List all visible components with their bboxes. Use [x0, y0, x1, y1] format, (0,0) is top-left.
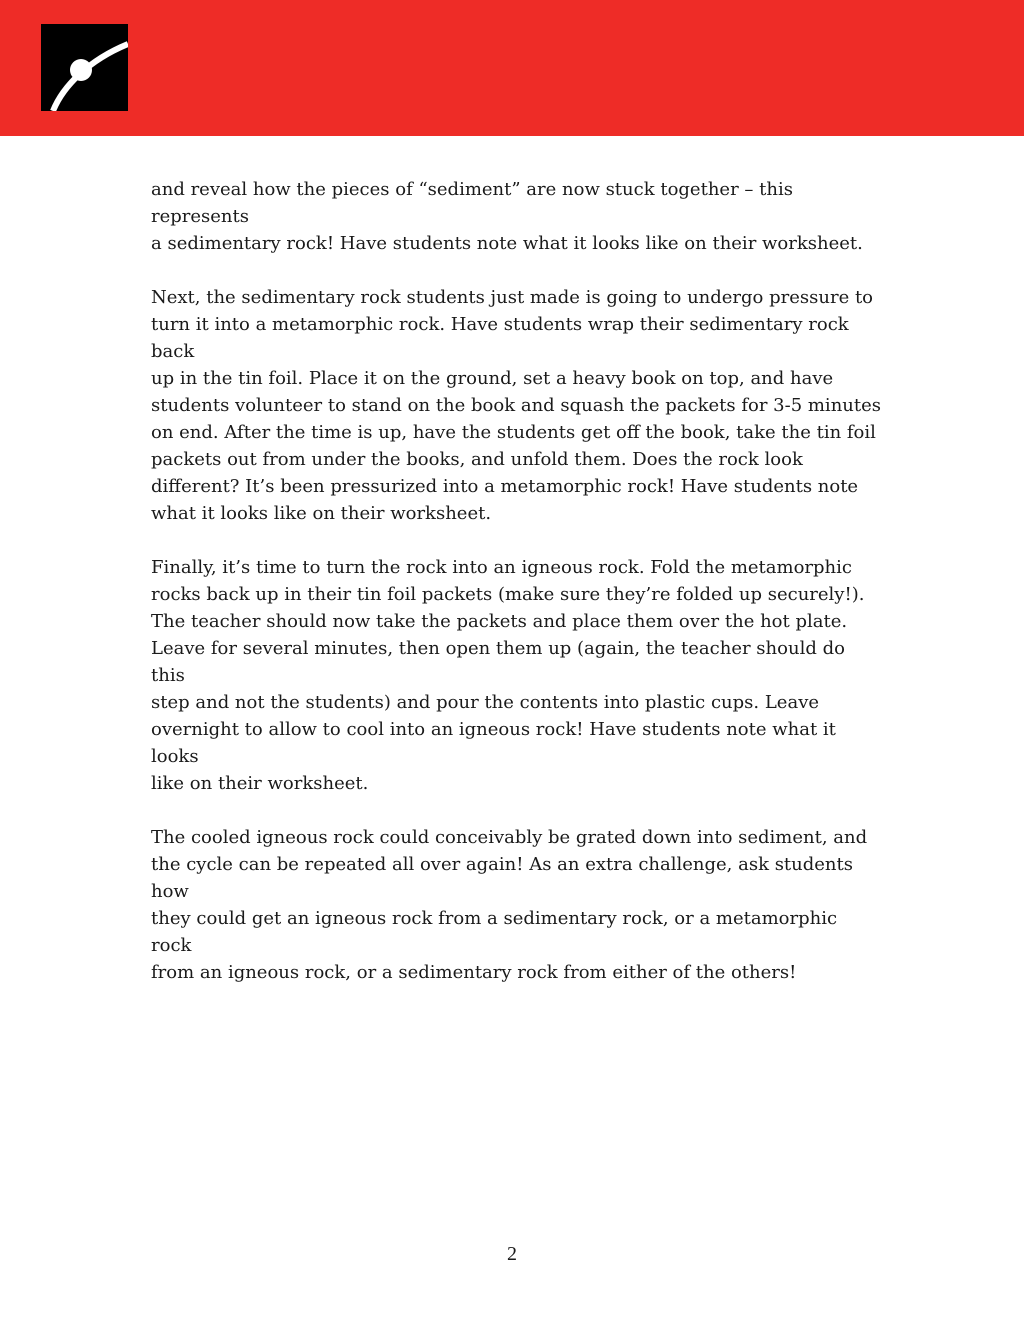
document-body: [151, 176, 881, 1013]
paragraph-igneous: Finally, it’s time to turn the rock into an igneous rock. Fold the metamorphic rocks back up in their tin foil packets (make sure they’re folded up securely!). The teacher should now take the packets and place them over the hot plate. Leave for several minutes, then open them up (again, the teacher should do this step and not the students) and pour the contents into plastic cups. Leave overnight to allow to cool into an igneous rock! Have students note what it looks like on their worksheet.: [151, 557, 865, 794]
paragraph-metamorphic: Next, the sedimentary rock students just made is going to undergo pressure to turn it into a metamorphic rock. Have students wrap their sedimentary rock back up in the tin foil. Place it on the ground, set a heavy book on top, and have students volunteer to stand on the book and squash the packets for 3-5 minutes on end. After the time is up, have the students get off the book, take the tin foil packets out from under the books, and unfold them. Does the rock look different? It’s been pressurized into a metamorphic rock! Have students note what it looks like on their worksheet.: [151, 287, 882, 524]
paragraph-cycle-challenge: The cooled igneous rock could conceivably be grated down into sediment, and the cycle can be repeated all over again! As an extra challenge, ask students how they could get an igneous rock from a sedimentary rock, or a metamorphic rock from an igneous rock, or a sedimentary rock from either of the others!: [151, 827, 868, 983]
arc-orbit-logo-icon: [41, 24, 128, 111]
page-number: 2: [507, 1243, 517, 1265]
paragraph-sedimentary: and reveal how the pieces of “sediment” are now stuck together – this represents a sedimentary rock! Have students note what it looks like on their worksheet.: [151, 179, 863, 254]
header-band: [0, 0, 1024, 136]
